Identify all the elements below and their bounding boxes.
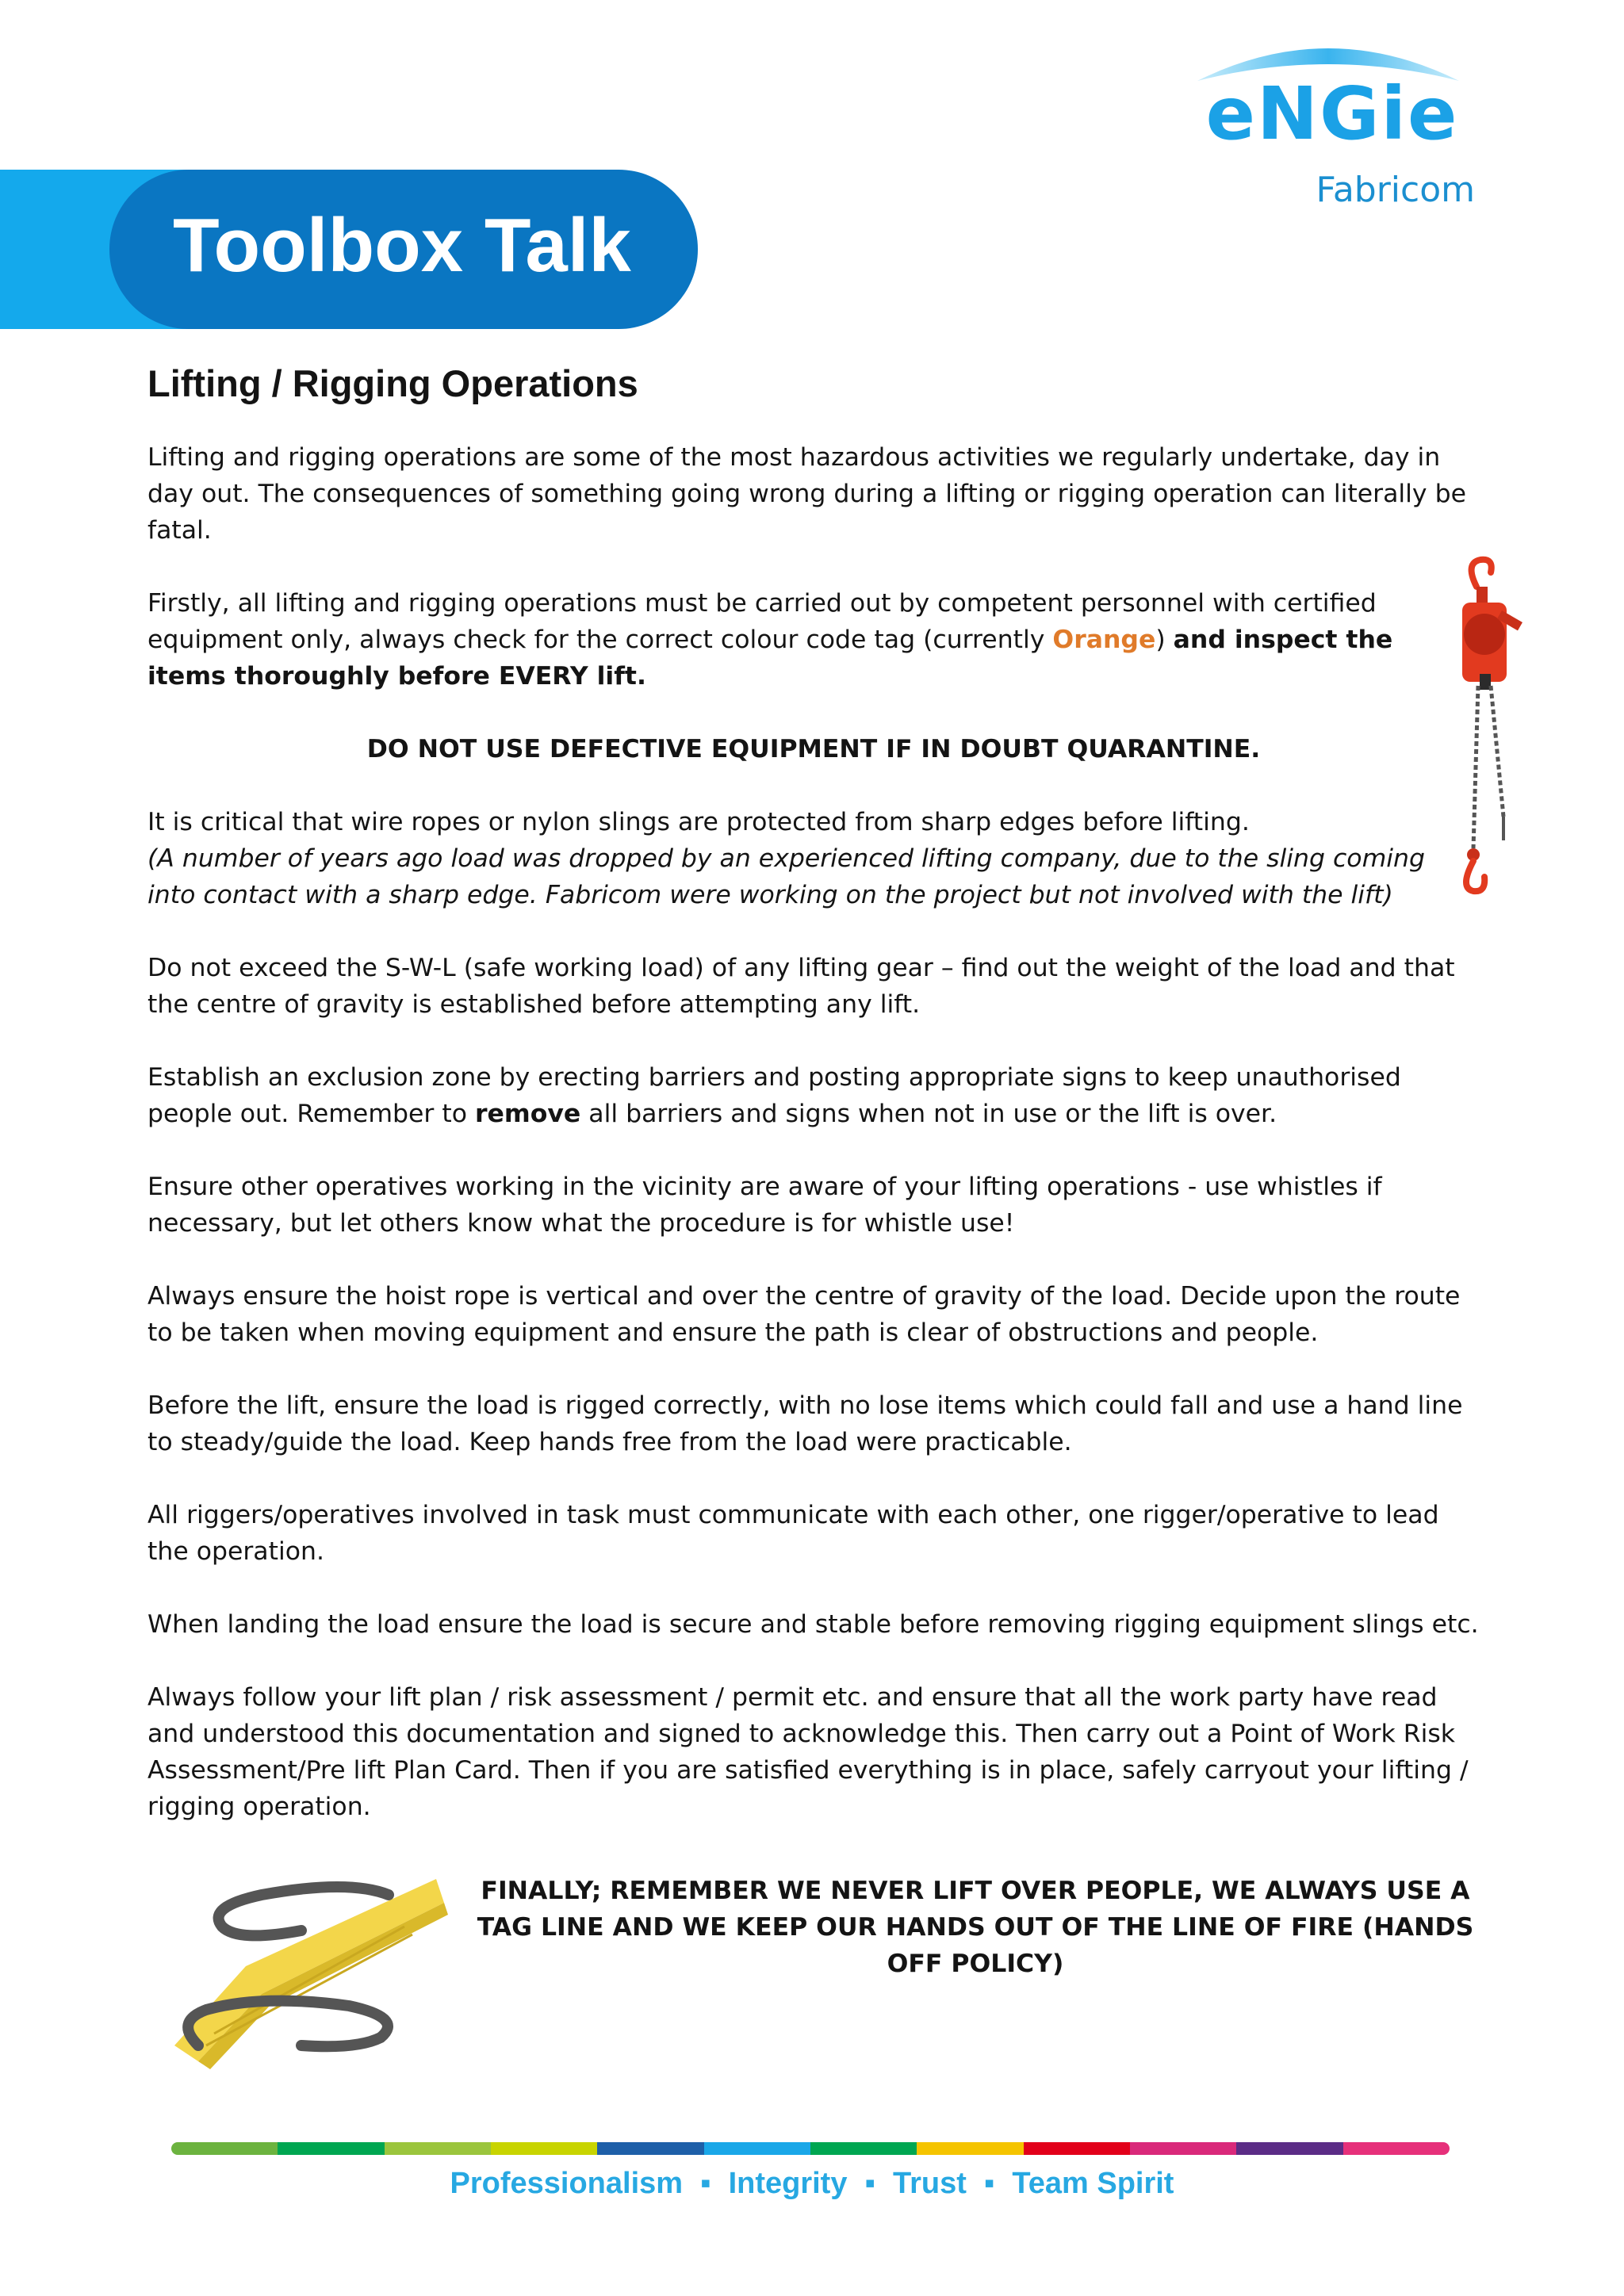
paragraph-bold-text: and inspect the items thoroughly before EVERY lift.	[147, 626, 1393, 691]
company-values	[0, 2166, 1624, 2202]
paragraph-text: all barriers and signs when not in use or the lift is over.	[580, 1100, 1277, 1128]
value-trust: Trust	[892, 2167, 967, 2200]
stripe-segment	[171, 2142, 278, 2155]
paragraph-text: Firstly, all lifting and rigging operations must be carried out by competent personnel with certified equipment only, always check for the correct colour code tag (currently	[147, 589, 1377, 654]
paragraph-competent-personnel	[147, 585, 1448, 695]
stripe-segment	[917, 2142, 1023, 2155]
paragraph-lift-plan: Always follow your lift plan / risk assessment / permit etc. and ensure that all the work party have read and understood this documentation and signed to acknowledge this. Then carry out a Point of Work Risk Assessment/Pre lift Plan Card. Then if you are satisfied everything is in place, safely carryout your lifting / rigging operation.	[147, 1683, 1469, 1821]
logo-sub-text: Fabricom	[1316, 170, 1475, 210]
footer-color-stripe	[171, 2142, 1450, 2155]
paragraph-communicate: All riggers/operatives involved in task must communicate with each other, one rigger/operative to lead the operation.	[147, 1501, 1439, 1566]
paragraph-exclusion-zone	[147, 1059, 1480, 1132]
value-team-spirit: Team Spirit	[1012, 2167, 1174, 2200]
lifting-sling-icon	[143, 1847, 460, 2069]
stripe-segment	[491, 2142, 597, 2155]
stripe-segment	[1343, 2142, 1450, 2155]
tag-colour-highlight: Orange	[1052, 626, 1156, 654]
paragraph-sharp-edges	[147, 804, 1448, 913]
stripe-segment	[1236, 2142, 1342, 2155]
page-title: Lifting / Rigging Operations	[147, 362, 638, 404]
stripe-segment	[597, 2142, 703, 2155]
document-body	[147, 439, 1480, 1862]
stripe-segment	[278, 2142, 384, 2155]
value-professionalism: Professionalism	[450, 2167, 684, 2200]
value-separator: ▪	[864, 2167, 875, 2200]
value-separator: ▪	[983, 2167, 995, 2200]
stripe-segment	[385, 2142, 491, 2155]
logo-brand-text: eNGie	[1205, 71, 1459, 156]
paragraph-intro: Lifting and rigging operations are some of the most hazardous activities we regularly undertake, day in day out. The consequences of something going wrong during a lifting or rigging operation can literally be fatal.	[147, 443, 1466, 545]
final-statement: FINALLY; REMEMBER WE NEVER LIFT OVER PEOPLE, WE ALWAYS USE A TAG LINE AND WE KEEP OUR HANDS OUT OF THE LINE OF FIRE (HANDS OFF POLICY)	[477, 1877, 1474, 1978]
paragraph-bold-text: remove	[474, 1100, 581, 1128]
stripe-segment	[704, 2142, 810, 2155]
stripe-segment	[810, 2142, 917, 2155]
paragraph-before-lift: Before the lift, ensure the load is rigged correctly, with no lose items which could fall and use a hand line to steady/guide the load. Keep hands free from the load were practicable.	[147, 1391, 1463, 1456]
paragraph-text: Establish an exclusion zone by erecting barriers and posting appropriate signs to keep unauthorised people out. Remember to	[147, 1063, 1401, 1128]
defective-equipment-warning: DO NOT USE DEFECTIVE EQUIPMENT IF IN DOUBT QUARANTINE.	[366, 735, 1261, 763]
paragraph-landing: When landing the load ensure the load is secure and stable before removing rigging equipment slings etc.	[147, 1610, 1479, 1639]
engie-fabricom-logo	[1182, 32, 1475, 210]
stripe-segment	[1024, 2142, 1130, 2155]
value-separator: ▪	[700, 2167, 711, 2200]
chain-hoist-icon	[1445, 555, 1532, 896]
banner-title: Toolbox Talk	[173, 203, 631, 288]
paragraph-swl: Do not exceed the S-W-L (safe working load) of any lifting gear – find out the weight of the load and that the centre of gravity is established before attempting any lift.	[147, 954, 1455, 1019]
paragraph-text: )	[1155, 626, 1174, 654]
value-integrity: Integrity	[728, 2167, 848, 2200]
paragraph-hoist-rope: Always ensure the hoist rope is vertical and over the centre of gravity of the load. Decide upon the route to be taken when moving equipment and ensure the path is clear of obstructions and people.	[147, 1282, 1461, 1347]
stripe-segment	[1130, 2142, 1236, 2155]
paragraph-operatives: Ensure other operatives working in the vicinity are aware of your lifting operations - use whistles if necessary, but let others know what the procedure is for whistle use!	[147, 1173, 1382, 1238]
paragraph-italic-note: (A number of years ago load was dropped by an experienced lifting company, due to the sling coming into contact with a sharp edge. Fabricom were working on the project but not involved with the lift)	[147, 844, 1425, 909]
paragraph-text: It is critical that wire ropes or nylon slings are protected from sharp edges before lifting.	[147, 808, 1250, 836]
